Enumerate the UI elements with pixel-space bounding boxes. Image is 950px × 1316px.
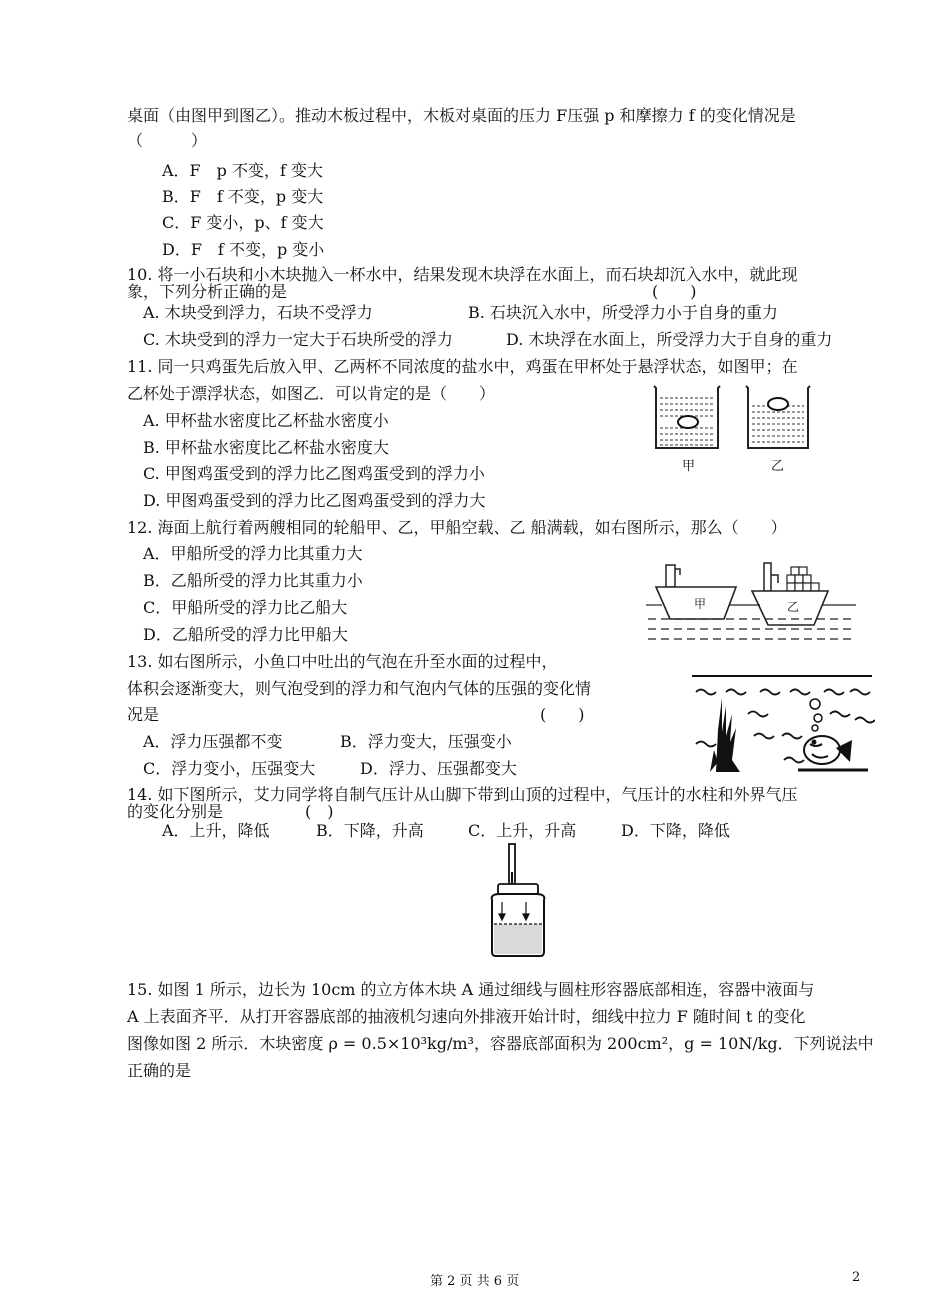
cargo-stack [787,567,819,591]
fish [798,736,868,770]
ship-yi [752,563,828,625]
ship-label-yi: 乙 [787,600,800,614]
q13-option-b: B．浮力变大，压强变小 [340,732,512,751]
page-number: 2 [852,1270,861,1285]
q13-stem-line3: 况是 [127,705,160,724]
q10-stem-line2: 象，下列分析正确的是 [127,282,288,301]
q9-option-a: A．F p 不变，f 变大 [162,161,323,180]
q14-option-d: D．下降，降低 [621,821,730,840]
q13-stem-line2: 体积会逐渐变大，则气泡受到的浮力和气泡内气体的压强的变化情 [127,679,592,698]
q11-option-d: D. 甲图鸡蛋受到的浮力比乙图鸡蛋受到的浮力大 [143,491,486,510]
q11-beakers-figure [648,382,818,476]
q10-option-b: B. 石块沉入水中，所受浮力小于自身的重力 [468,303,778,322]
bottle-water [494,924,542,954]
ship-label-jia: 甲 [694,597,707,611]
q10-option-c: C. 木块受到的浮力一定大于石块所受的浮力 [143,330,453,349]
q10-option-d: D. 木块浮在水面上，所受浮力大于自身的重力 [506,330,833,349]
q15-line3: 图像如图 2 所示．木块密度 ρ = 0.5×10³kg/m³，容器底部面积为 200cm²，g = 10N/kg．下列说法中 [127,1034,874,1053]
q9-option-b: B．F f 不变，p 变大 [162,187,324,206]
q14-stem-line2: 的变化分别是 [127,802,224,821]
q14-option-b: B．下降，升高 [316,821,424,840]
q14-barometer-figure [482,842,556,960]
beaker-yi [746,386,810,448]
q11-option-b: B. 甲杯盐水密度比乙杯盐水密度大 [143,438,389,457]
ship-jia [656,565,736,619]
q11-stem-line1: 11. 同一只鸡蛋先后放入甲、乙两杯不同浓度的盐水中，鸡蛋在甲杯处于悬浮状态，如图甲；在 [127,357,798,376]
bubbles [810,699,822,731]
q9-option-d: D．F f 不变，p 变小 [162,240,325,259]
beaker-label-jia: 甲 [682,459,696,474]
q12-option-d: D．乙船所受的浮力比甲船大 [143,625,348,644]
egg-floating [768,398,788,410]
q12-option-b: B．乙船所受的浮力比其重力小 [143,571,363,590]
beaker-label-yi: 乙 [771,459,785,474]
egg-suspended [678,416,698,428]
q15-line4: 正确的是 [127,1061,192,1080]
seaweed [710,698,740,772]
q14-stem-line1: 14. 如下图所示，艾力同学将自制气压计从山脚下带到山顶的过程中，气压计的水柱和外界气压 [127,785,798,804]
stopper [498,884,538,894]
q13-answer-paren: ( ) [540,705,585,724]
q9-answer-paren: （ ） [127,131,208,150]
q13-option-c: C．浮力变小，压强变大 [143,759,316,778]
q14-answer-paren: ( ) [305,802,334,821]
page-footer-center: 第 2 页 共 6 页 [430,1274,520,1289]
q10-answer-paren: ( ) [652,282,697,301]
q11-stem-line2: 乙杯处于漂浮状态，如图乙．可以肯定的是（ ） [127,384,496,403]
q12-option-c: C．甲船所受的浮力比乙船大 [143,598,348,617]
beaker-jia [654,386,720,448]
q12-ships-figure [646,555,856,645]
q13-fish-bubbles-figure [690,670,875,780]
q14-option-a: A．上升，降低 [162,821,270,840]
q12-stem: 12. 海面上航行着两艘相同的轮船甲、乙，甲船空载、乙 船满载，如右图所示，那么（ ） [127,518,787,537]
q12-option-a: A．甲船所受的浮力比其重力大 [143,544,363,563]
q10-stem-line1: 10. 将一小石块和小木块抛入一杯水中，结果发现木块浮在水面上，而石块却沉入水中，就此现 [127,265,798,284]
q14-option-c: C．上升，升高 [468,821,577,840]
q11-option-c: C. 甲图鸡蛋受到的浮力比乙图鸡蛋受到的浮力小 [143,464,485,483]
q9-stem: 桌面（由图甲到图乙）。推动木板过程中，木板对桌面的压力 F压强 p 和摩擦力 f 的变化情况是 [127,106,796,125]
q10-option-a: A. 木块受到浮力，石块不受浮力 [143,303,373,322]
q13-option-d: D．浮力、压强都变大 [360,759,517,778]
q15-line1: 15. 如图 1 所示，边长为 10cm 的立方体木块 A 通过细线与圆柱形容器底部相连，容器中液面与 [127,980,815,999]
q13-option-a: A．浮力压强都不变 [143,732,283,751]
q13-stem-line1: 13. 如右图所示，小鱼口中吐出的气泡在升至水面的过程中， [127,652,558,671]
q11-option-a: A. 甲杯盐水密度比乙杯盐水密度小 [143,411,389,430]
q9-option-c: C．F 变小，p、f 变大 [162,213,324,232]
q15-line2: A 上表面齐平．从打开容器底部的抽液机匀速向外排液开始计时，细线中拉力 F 随时间 t 的变化 [127,1007,806,1026]
